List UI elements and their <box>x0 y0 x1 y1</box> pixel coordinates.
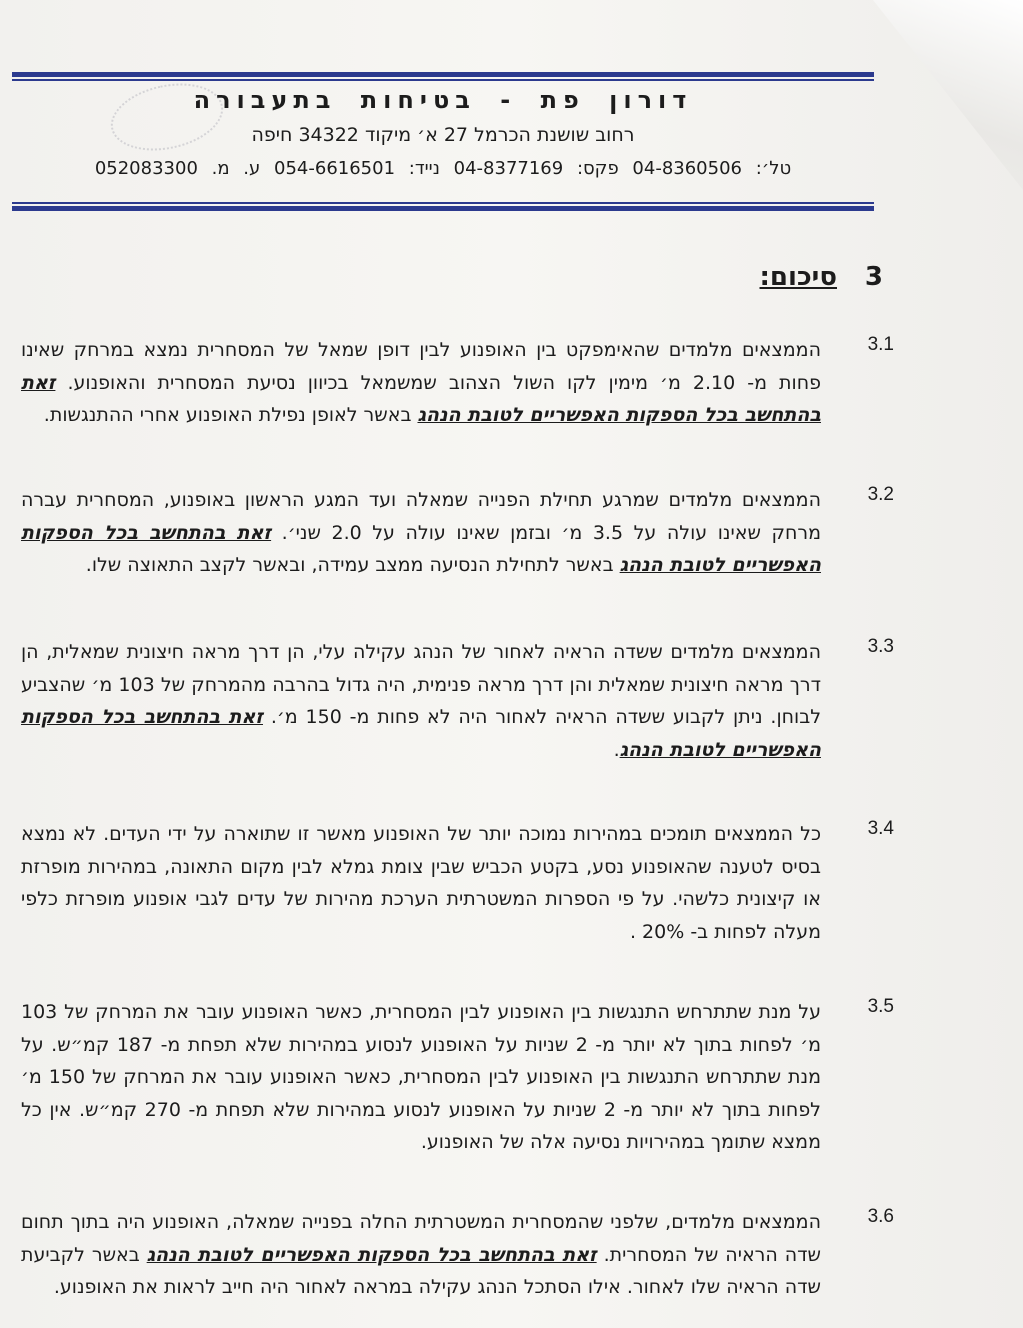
letterhead-name: דורון פת - בטיחות בתעבורה <box>193 86 693 114</box>
item-text: הממצאים מלמדים, שלפני שהמסחרית המשטרתית החלה בפנייה שמאלה, האופנוע היה בתוך תחום שדה הראיה של המסחרית. זאת בהתחשב בכל הספקות האפשריים לטובת הנהג באשר לקביעת שדה הראיה שלו לאחור. אילו הסתכל הנהג עקילה במראה לאחור היה חייב לראות את האופנוע. <box>21 1211 821 1298</box>
header-bottom-rule <box>12 202 874 211</box>
emphasis-phrase: זאת בהתחשב בכל הספקות האפשריים לטובת הנהג <box>21 706 821 761</box>
item-number: 3.5 <box>867 996 894 1017</box>
folded-corner <box>873 0 1023 190</box>
item-text: על מנת שתתרחש התנגשות בין האופנוע לבין המסחרית, כאשר האופנוע עובר את המרחק של 103 מ׳ לפחות בתוך לא יותר מ- 2 שניות על האופנוע לנסוע במהירות שלא תפחת מ- 187 קמ״ש. על מנת שתתרחש התנגשות בין האופנוע לבין המסחרית, כאשר האופנוע עובר את המרחק של 150 מ׳ לפחות בתוך לא יותר מ- 2 שניות על האופנוע לנסוע במהירות שלא תפחת מ- 270 קמ״ש. אין כל ממצא שתומך במהירויות נסיעה אלה של האופנוע. <box>21 1001 822 1153</box>
item-number: 3.2 <box>867 484 894 505</box>
item-number: 3.6 <box>867 1206 894 1227</box>
emphasis-phrase: זאת בהתחשב בכל הספקות האפשריים לטובת הנהג <box>21 521 821 576</box>
header-top-rule <box>12 72 874 81</box>
letterhead-contact: טל׳: 04-8360506 פקס: 04-8377169 נייד: 054-6616501 ע. מ. 052083300 <box>94 158 792 179</box>
item-text: הממצאים מלמדים שמרגע תחילת הפנייה שמאלה ועד המגע הראשון באופנוע, המסחרית עברה מרחק שאינו עולה על 3.5 מ׳ ובזמן שאינו עולה על 2.0 שני׳. זאת בהתחשב בכל הספקות האפשריים לטובת הנהג באשר לתחילת הנסיעה ממצב עמידה, ובאשר לקצב התאוצה שלו. <box>21 489 821 576</box>
emphasis-phrase: זאת בהתחשב בכל הספקות האפשריים לטובת הנהג <box>146 1243 597 1266</box>
item-number: 3.3 <box>867 636 894 657</box>
item-number: 3.1 <box>867 334 894 355</box>
section-title: סיכום: <box>759 262 837 292</box>
letterhead-address: רחוב שושנת הכרמל 27 א׳ מיקוד 34322 חיפה <box>251 124 635 146</box>
section-number: 3 <box>864 262 883 292</box>
item-number: 3.4 <box>867 818 894 839</box>
item-text: כל הממצאים תומכים במהירות נמוכה יותר של האופנוע מאשר זו שתוארה על ידי העדים. לא נמצא בסיס לטענה שהאופנוע נסע, בקטע הכביש שבין צומת גמלא לבין מקום התאונה, במהירות מופרזת או קיצונית כלשהי. על פי הספרות המשטרתית הערכת מהירות של עדים לגבי אופנוע מופרזת כלפי מעלה לפחות ב- 20% . <box>21 823 821 943</box>
item-text: הממצאים מלמדים שהאימפקט בין האופנוע לבין דופן שמאל של המסחרית נמצא במרחק שאינו פחות מ- 2.10 מ׳ מימין לקו השול הצהוב שמשמאל בכיוון נסיעת המסחרית והאופנוע. זאת בהתחשב בכל הספקות האפשריים לטובת הנהג באשר לאופן נפילת האופנוע אחרי ההתנגשות. <box>21 339 821 426</box>
section-heading <box>760 262 883 292</box>
item-text: הממצאים מלמדים ששדה הראיה לאחור של הנהג עקילה עלי, הן דרך מראה חיצונית שמאלית, הן דרך מראה חיצונית שמאלית והן דרך מראה פנימית, היה גדול בהרבה מהמרחק של 103 מ׳ שהצביע לבוחן. ניתן לקבוע ששדה הראיה לאחור היה לא פחות מ- 150 מ׳. זאת בהתחשב בכל הספקות האפשריים לטובת הנהג. <box>21 641 822 761</box>
emphasis-phrase: זאת בהתחשב בכל הספקות האפשריים לטובת הנהג <box>21 371 821 426</box>
